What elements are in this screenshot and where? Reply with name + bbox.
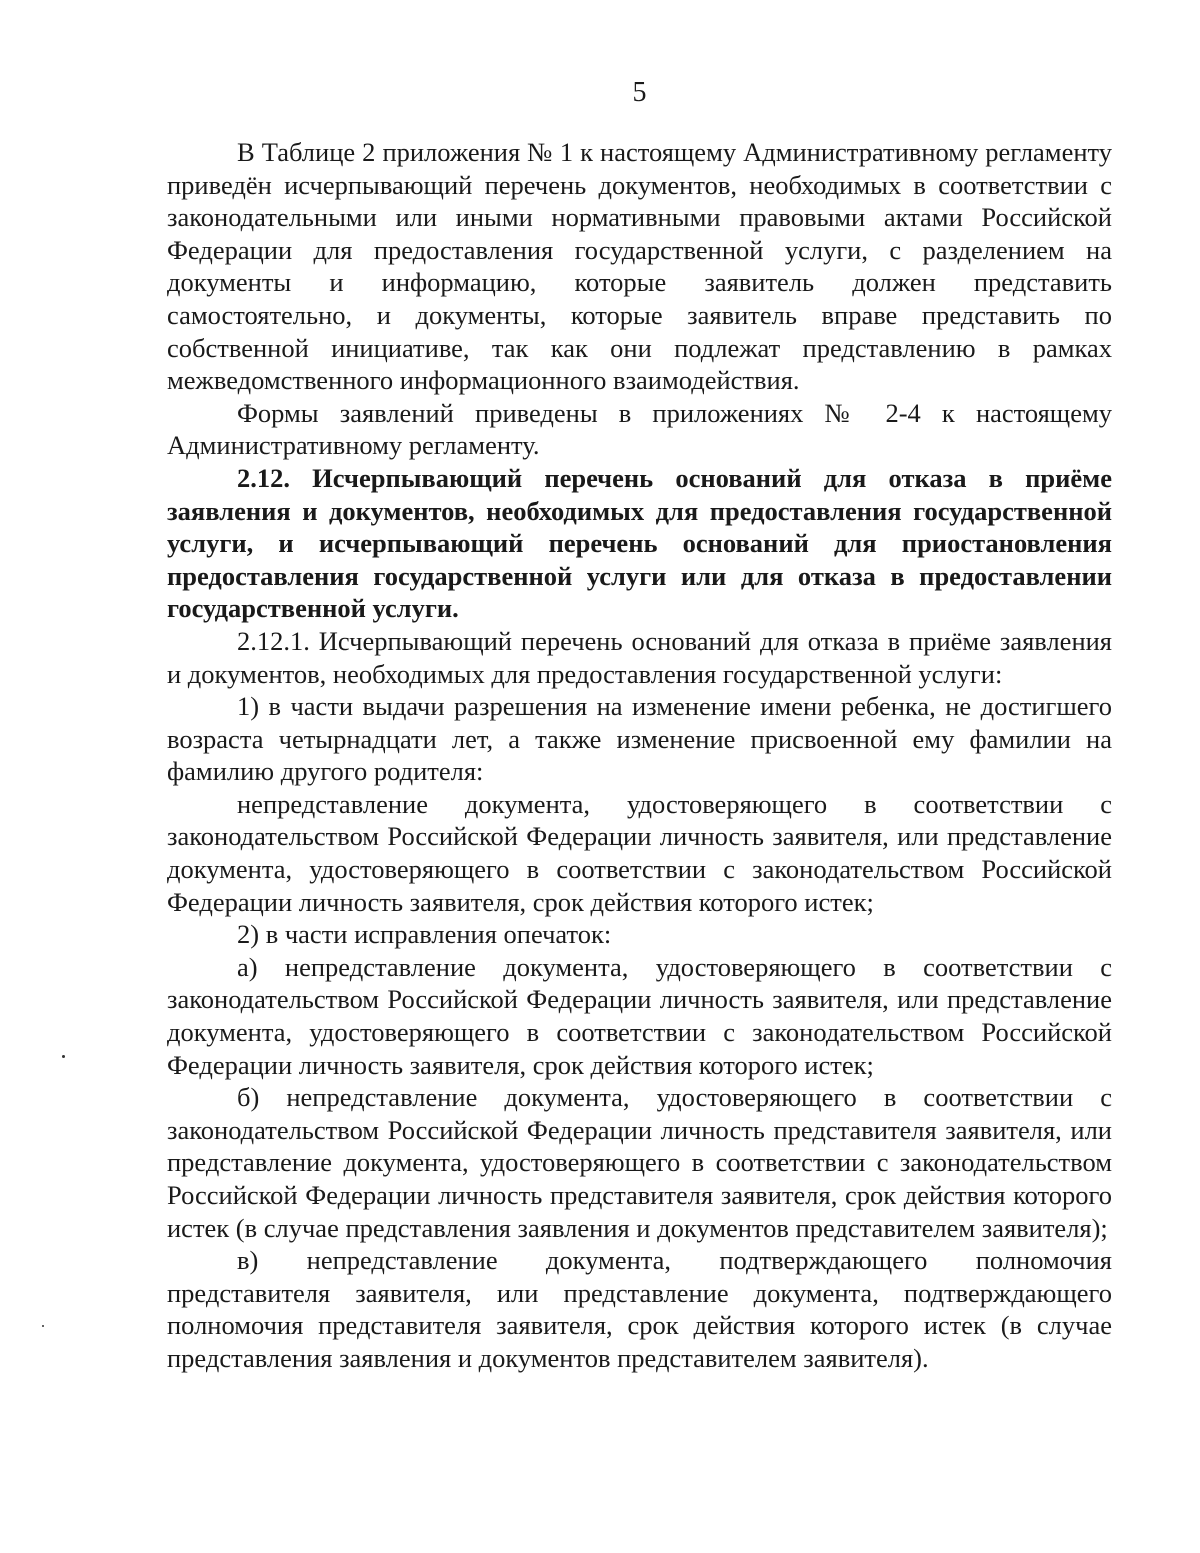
scan-speck bbox=[42, 1325, 44, 1327]
section-heading-2-12: 2.12. Исчерпывающий перечень оснований для отказа в приёме заявления и документов, необходимых для предоставления государственной услуги, и исчерпывающий перечень оснований для приостановления предоставления государственной услуги или для отказа в предоставлении государственной услуги. bbox=[167, 462, 1112, 624]
paragraph-2-12-1: 2.12.1. Исчерпывающий перечень оснований для отказа в приёме заявления и документов, необходимых для предоставления государственной услуги: bbox=[167, 625, 1112, 689]
page-number: 5 bbox=[632, 77, 647, 108]
scan-speck bbox=[62, 1055, 65, 1058]
list-item-1: 1) в части выдачи разрешения на изменение имени ребенка, не достигшего возраста четырнадцати лет, а также изменение присвоенной ему фамилии на фамилию другого родителя: bbox=[167, 691, 1112, 787]
paragraph-table-2-reference: В Таблице 2 приложения № 1 к настоящему Административному регламенту приведён исчерпывающий перечень документов, необходимых в соответствии с законодательными или иными нормативными правовыми актами Российской Федерации для предоставления государственной услуги, с разделением на документы и информацию, которые заявитель должен представить самостоятельно, и документы, которые заявитель вправе представить по собственной инициативе, так как они подлежат представлению в рамках межведомственного информационного взаимодействия. bbox=[167, 137, 1112, 396]
document-page bbox=[167, 78, 1112, 1375]
list-item-2b: б) непредставление документа, удостоверяющего в соответствии с законодательством Российской Федерации личность представителя заявителя, или представление документа, удостоверяющего в соответствии с законодательством Российской Федерации личность представителя заявителя, срок действия которого истек (в случае представления заявления и документов представителем заявителя); bbox=[167, 1082, 1112, 1243]
list-item-2: 2) в части исправления опечаток: bbox=[237, 919, 612, 950]
paragraph-non-submission-identity: непредставление документа, удостоверяющего в соответствии с законодательством Российской Федерации личность заявителя, или представление документа, удостоверяющего в соответствии с законодательством Российской Федерации личность заявителя, срок действия которого истек; bbox=[167, 788, 1112, 917]
list-item-2v: в) непредставление документа, подтверждающего полномочия представителя заявителя, или представление документа, подтверждающего полномочия представителя заявителя, срок действия которого истек (в случае представления заявления и документов представителем заявителя). bbox=[167, 1245, 1112, 1373]
paragraph-application-forms: Формы заявлений приведены в приложениях № 2-4 к настоящему Административному регламенту. bbox=[167, 397, 1112, 461]
list-item-2a: а) непредставление документа, удостоверяющего в соответствии с законодательством Российской Федерации личность заявителя, или представление документа, удостоверяющего в соответствии с законодательством Российской Федерации личность заявителя, срок действия которого истек; bbox=[167, 951, 1112, 1080]
